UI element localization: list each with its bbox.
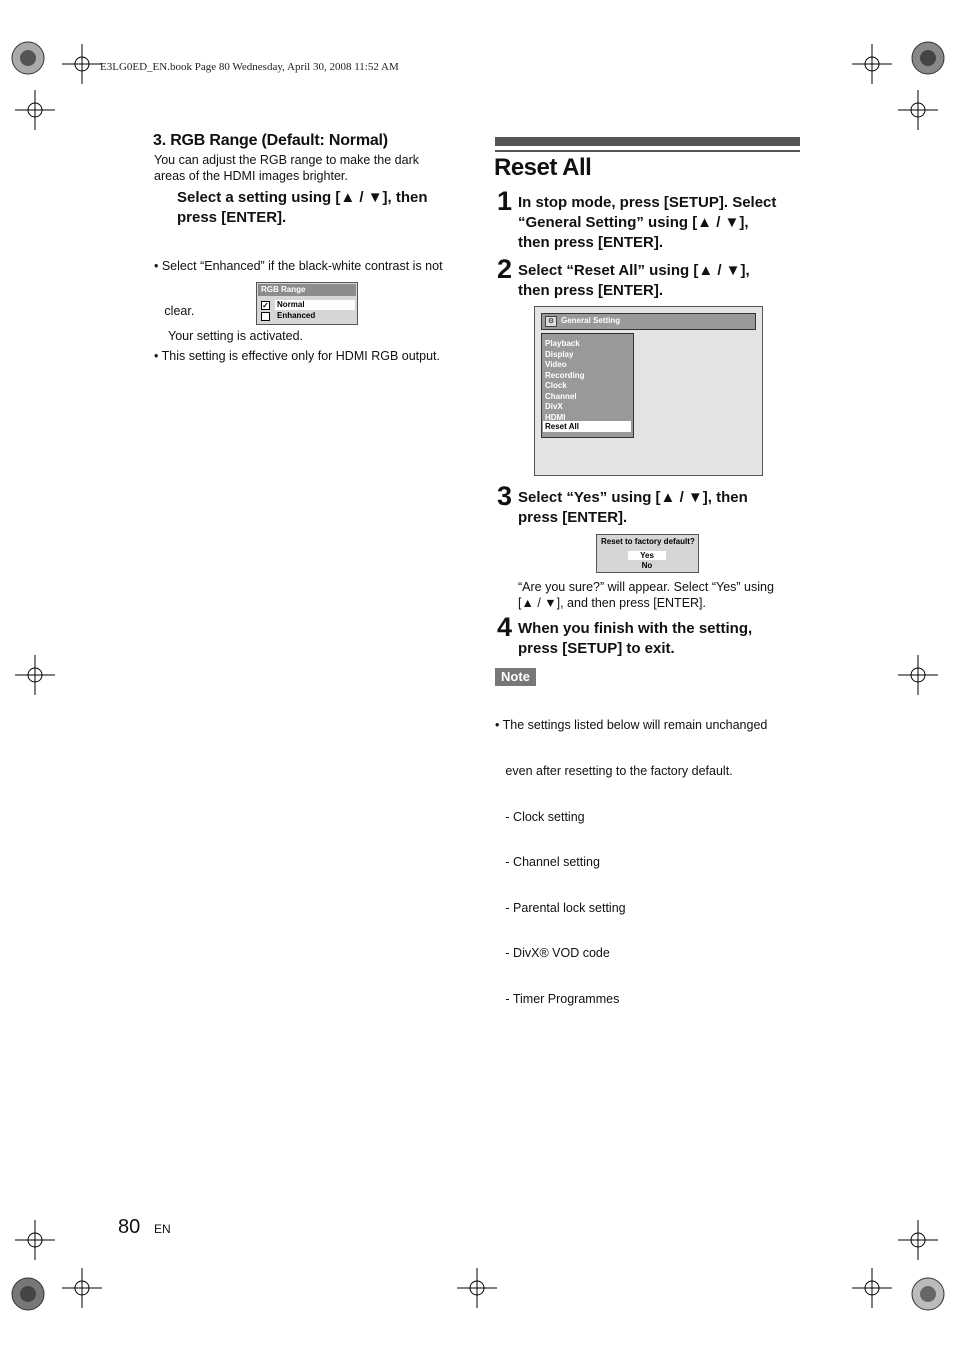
rgb-step-instruction: Select a setting using [▲ / ▼], then press [ENTER]. [177,189,428,226]
confirm-title: Reset to factory default? [601,537,695,546]
step-2-text: Select “Reset All” using [▲ / ▼], then press [ENTER]. [518,262,750,299]
crosshair-mark [898,655,938,695]
menu-item-recording[interactable]: Recording [545,370,585,380]
confirm-note: “Are you sure?” will appear. Select “Yes” using [▲ / ▼], and then press [ENTER]. [518,580,774,610]
menu-item-clock[interactable]: Clock [545,381,567,390]
registration-mark-top-left [6,36,62,84]
menu-item-playback[interactable]: Playback [545,339,580,348]
osd-option-normal[interactable]: ✓ Normal [259,300,355,310]
crosshair-mark [15,655,55,695]
crosshair-mark [62,44,102,84]
note-badge: Note [495,668,536,686]
crosshair-mark [852,44,892,84]
title-rule [495,137,800,146]
step-1-text: In stop mode, press [SETUP]. Select “General Setting” using [▲ / ▼], then press [ENTER]. [518,194,777,251]
note-list: • The settings listed below will remain unchanged even after resetting to the factory default. - Clock setting - Channel setting - Parental lock setting - DivX® VOD code - Timer Programmes [495,718,768,1007]
page-number: 80 [118,1216,141,1238]
registration-mark-bottom-right [906,1272,954,1320]
page-title: Reset All [494,154,592,181]
osd-title: RGB Range [258,284,356,296]
rgb-intro: You can adjust the RGB range to make the dark areas of the HDMI images brighter. [154,153,419,183]
confirm-option-no[interactable]: No [641,561,653,570]
menu-item-channel[interactable]: Channel [545,391,577,401]
general-setting-osd [534,306,763,476]
confirm-osd [596,534,699,573]
page-language: EN [154,1222,171,1236]
step-number: 4 [497,612,513,642]
checkbox-empty-icon [261,312,270,321]
step-3-text: Select “Yes” using [▲ / ▼], then press [ENTER]. [518,489,748,526]
registration-mark-bottom-left [6,1272,54,1320]
setup-icon: ⚙ [545,316,557,327]
confirm-option-yes[interactable]: Yes [628,551,666,560]
step-number: 1 [497,186,513,216]
step-number: 2 [497,254,513,284]
rgb-result: Your setting is activated. [168,329,304,343]
rgb-range-osd [256,282,358,325]
title-rule-thin [495,150,800,152]
crosshair-mark [852,1268,892,1308]
section-title-rgb-range: 3. RGB Range (Default: Normal) [153,132,388,149]
book-header: E3LG0ED_EN.book Page 80 Wednesday, April 30, 2008 11:52 AM [100,61,399,73]
menu-item-video[interactable]: Video [545,360,567,369]
crosshair-mark [898,1220,938,1260]
menu-item-hdmi[interactable]: HDMI [545,412,566,422]
menu-item-divx[interactable]: DivX [545,402,563,411]
menu-item-reset-all[interactable]: Reset All [543,421,631,432]
step-number: 3 [497,481,513,511]
crosshair-mark [15,1220,55,1260]
rgb-bullets: • Select “Enhanced” if the black-white contrast is not clear. • This setting is effective only for HDMI RGB output. [154,259,443,363]
osd-menu-list [541,333,634,438]
step-4-text: When you finish with the setting, press [SETUP] to exit. [518,620,753,657]
menu-item-display[interactable]: Display [545,349,574,359]
osd-title-bar: ⚙ General Setting [541,313,756,330]
crosshair-mark [898,90,938,130]
crosshair-mark [15,90,55,130]
checkbox-checked-icon: ✓ [262,301,269,310]
crosshair-mark [62,1268,102,1308]
crosshair-mark [457,1268,497,1308]
registration-mark-top-right [906,36,954,84]
osd-option-enhanced[interactable]: Enhanced [259,311,355,321]
